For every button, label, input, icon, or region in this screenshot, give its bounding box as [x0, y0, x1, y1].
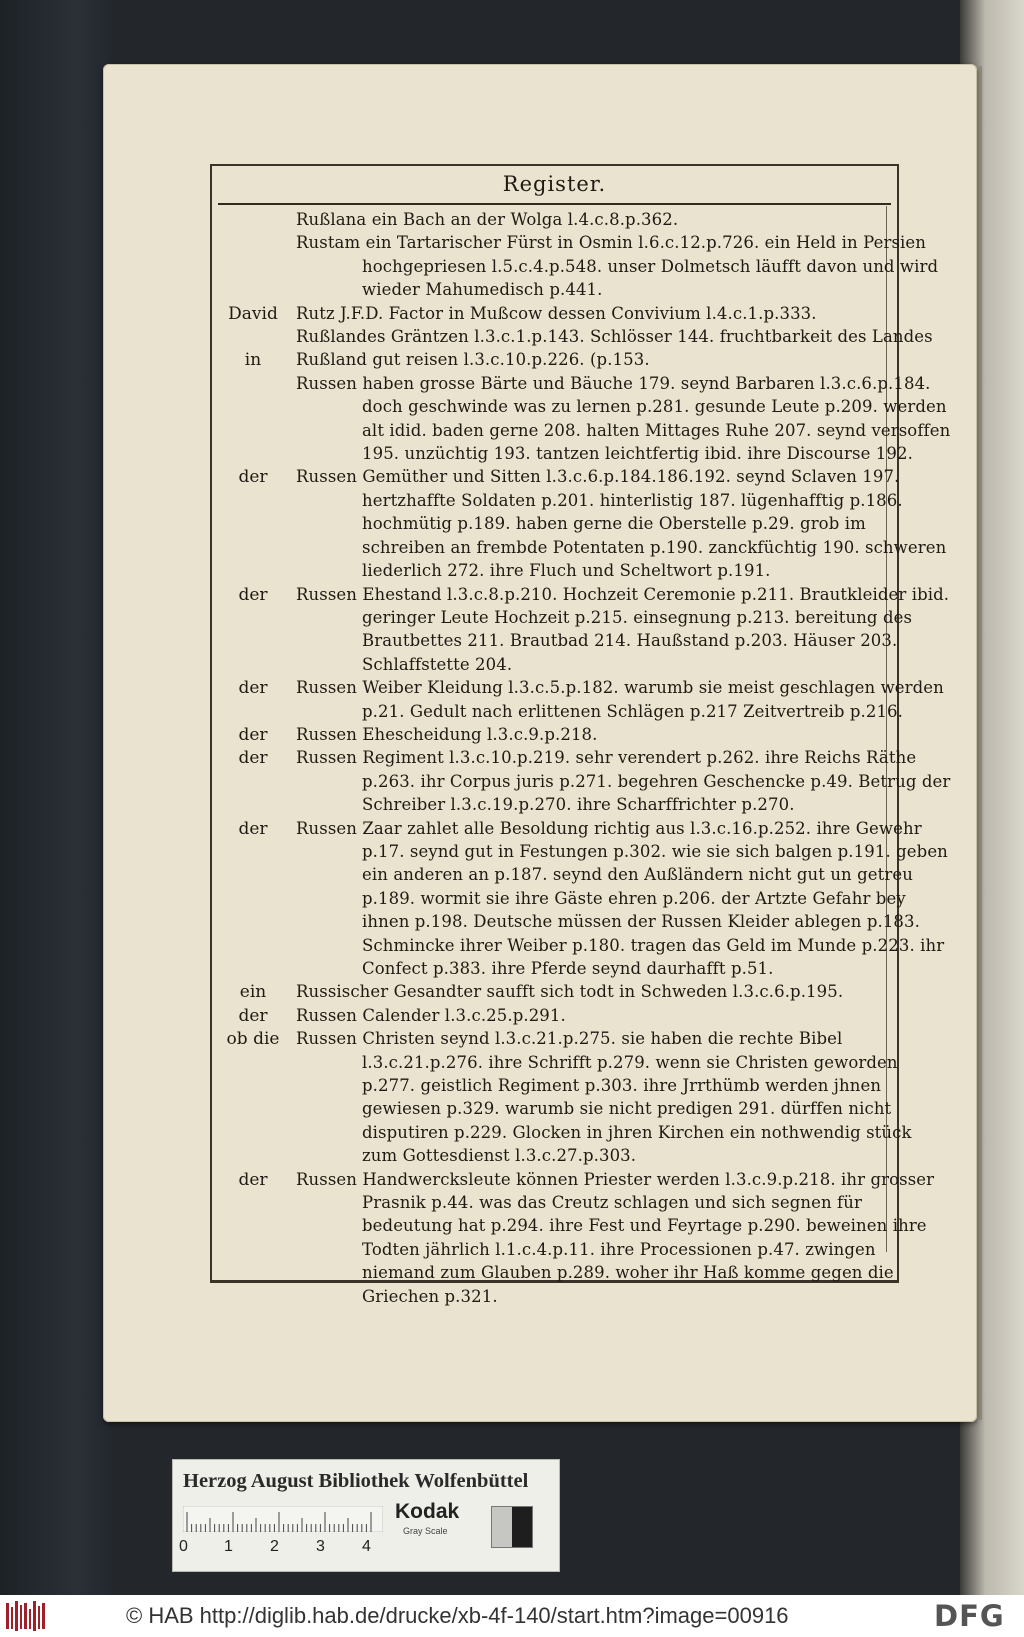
scale-number: 0	[179, 1538, 188, 1555]
register-entry	[212, 1004, 897, 1027]
margin-word: der	[238, 678, 268, 699]
swatch-dark	[512, 1507, 532, 1547]
register-entry	[212, 723, 897, 746]
entry-text: Russen Ehescheidung l.3.c.9.p.218.	[296, 724, 598, 744]
scale-number: 2	[270, 1538, 279, 1555]
scale-number: 3	[316, 1538, 325, 1555]
entry-text: Russen Regiment l.3.c.10.p.219. sehr verendert p.262. ihre Reichs Räthe p.263. ihr Corpus juris p.271. begehren Geschencke p.49. Betrug der Schreiber l.3.c.19.p.270. ihre Scharffrichter p.270.	[296, 748, 951, 815]
scale-number: 4	[362, 1538, 371, 1555]
margin-word: in	[244, 350, 262, 371]
library-label	[172, 1459, 560, 1572]
margin-word: ein	[239, 982, 267, 1003]
margin-word: der	[238, 724, 268, 745]
entry-text: Russen Handwercksleute können Priester werden l.3.c.9.p.218. ihr grosser Prasnik p.44. was das Creutz schlagen und sich segnen für bedeutung hat p.294. ihre Fest und Feyrtage p.290. beweinen ihre Todten jährlich l.1.c.4.p.11. ihre Processionen p.47. zwingen niemand zum Glauben p.289. woher ihr Haß komme gegen die Griechen p.321.	[296, 1169, 935, 1306]
entry-text: Russen Weiber Kleidung l.3.c.5.p.182. warumb sie meist geschlagen werden p.21. Gedult nach erlittenen Schlägen p.217 Zeitvertreib p.216.	[296, 678, 944, 721]
register-entry	[212, 231, 939, 301]
register-entry	[212, 1168, 935, 1308]
swatch-light	[492, 1507, 512, 1547]
register-entry	[212, 372, 951, 466]
entry-text: Rußland gut reisen l.3.c.10.p.226. (p.153.	[296, 350, 650, 370]
margin-word: der	[238, 467, 268, 488]
scale-numbers	[179, 1538, 379, 1560]
entry-text: Rutz J.F.D. Factor in Mußcow dessen Convivium l.4.c.1.p.333.	[296, 303, 817, 323]
register-entry	[212, 465, 947, 582]
dfg-logo: DFG	[934, 1599, 1005, 1633]
margin-word: der	[238, 818, 268, 839]
title-rule	[218, 203, 891, 205]
entry-text: Russen Calender l.3.c.25.p.291.	[296, 1005, 566, 1025]
register-entry	[212, 583, 950, 677]
entry-text: Russen Christen seynd l.3.c.21.p.275. sie haben die rechte Bibel l.3.c.21.p.276. ihre Schrifft p.279. wenn sie Christen geworden p.277. geistlich Regiment p.303. ihre Jrrthümb werden jhnen gewiesen p.329. warumb sie nicht predigen 291. dürffen nicht disputiren p.229. Glocken in jhren Kirchen ein nothwendig stück zum Gottesdienst l.3.c.27.p.303.	[296, 1029, 912, 1166]
register-entry	[212, 980, 897, 1003]
register-entry	[212, 348, 897, 371]
register-entry	[212, 817, 948, 981]
margin-word: der	[238, 1169, 268, 1190]
scale-number: 1	[224, 1538, 233, 1555]
register-entry	[212, 1027, 912, 1167]
entry-text: Rußlandes Gräntzen l.3.c.1.p.143. Schlösser 144. fruchtbarkeit des Landes	[296, 327, 933, 347]
entry-text: Russen Zaar zahlet alle Besoldung richtig aus l.3.c.16.p.252. ihre Gewehr p.17. seynd gut in Festungen p.302. wie sie sich balgen p.191. geben ein anderen an p.187. seynd den Außländern nicht gut un getreu p.189. wormit sie ihre Gäste ehren p.206. der Artzte Gefahr bey ihnen p.198. Deutsche müssen der Russen Kleider ablegen p.183. Schmincke ihrer Weiber p.180. tragen das Geld im Munde p.223. ihr Confect p.383. ihre Pferde seynd daurhafft p.51.	[296, 818, 948, 978]
margin-word: der	[238, 748, 268, 769]
copyright-link[interactable]: © HAB http://diglib.hab.de/drucke/xb-4f-140/start.htm?image=00916	[126, 1603, 789, 1628]
register-frame	[210, 164, 951, 1306]
kodak-logo: Kodak	[395, 1500, 460, 1523]
entry-text: Russen Ehestand l.3.c.8.p.210. Hochzeit Ceremonie p.211. Brautkleider ibid. geringer Leute Hochzeit p.215. einsegnung p.213. bereitung des Brautbettes 211. Brautbad 214. Haußstand p.203. Häuser 203. Schlaffstette 204.	[296, 584, 950, 674]
barcode-icon	[6, 1601, 48, 1631]
register-entry	[212, 746, 951, 816]
margin-word: der	[238, 1005, 268, 1026]
register-entry	[212, 676, 944, 723]
footer-bar	[0, 1595, 1024, 1637]
page-title: Register.	[502, 172, 607, 196]
entry-text: Rußlana ein Bach an der Wolga l.4.c.8.p.362.	[296, 210, 679, 229]
register-entry	[212, 208, 897, 231]
register-entry	[212, 302, 897, 325]
gray-scale-swatch	[491, 1506, 533, 1548]
entry-text: Russischer Gesandter saufft sich todt in Schweden l.3.c.6.p.195.	[296, 982, 844, 1002]
margin-word: ob die	[226, 1029, 280, 1050]
register-entries	[212, 208, 951, 1308]
register-entry	[212, 325, 933, 348]
entry-text: Russen haben grosse Bärte und Bäuche 179. seynd Barbaren l.3.c.6.p.184. doch geschwinde was zu lernen p.281. gesunde Leute p.209. werden alt idid. baden gerne 208. halten Mittages Ruhe 207. seynd versoffen 195. unzüchtig 193. tantzen leichtfertig ibid. ihre Discourse 192.	[296, 373, 951, 464]
scan-background-left	[0, 0, 110, 1595]
entry-text: Rustam ein Tartarischer Fürst in Osmin l.6.c.12.p.726. ein Held in Persien hochgepriesen l.5.c.4.p.548. unser Dolmetsch läufft davon und wird wieder Mahumedisch p.441.	[296, 233, 939, 300]
gray-scale-label: Gray Scale	[403, 1526, 448, 1536]
entry-text: Russen Gemüther und Sitten l.3.c.6.p.184.186.192. seynd Sclaven 197. hertzhaffte Soldaten p.201. hinterlistig 187. lügenhafftig p.186. hochmütig p.189. haben gerne die Oberstelle p.29. grob im schreiben an frembde Potentaten p.190. zanckfüchtig 190. schweren liederlich 272. ihre Fluch und Scheltwort p.191.	[296, 467, 947, 581]
scale-ruler	[183, 1506, 383, 1532]
margin-word: der	[238, 584, 268, 605]
library-name: Herzog August Bibliothek Wolfenbüttel	[183, 1470, 529, 1492]
margin-word: David	[228, 303, 278, 324]
